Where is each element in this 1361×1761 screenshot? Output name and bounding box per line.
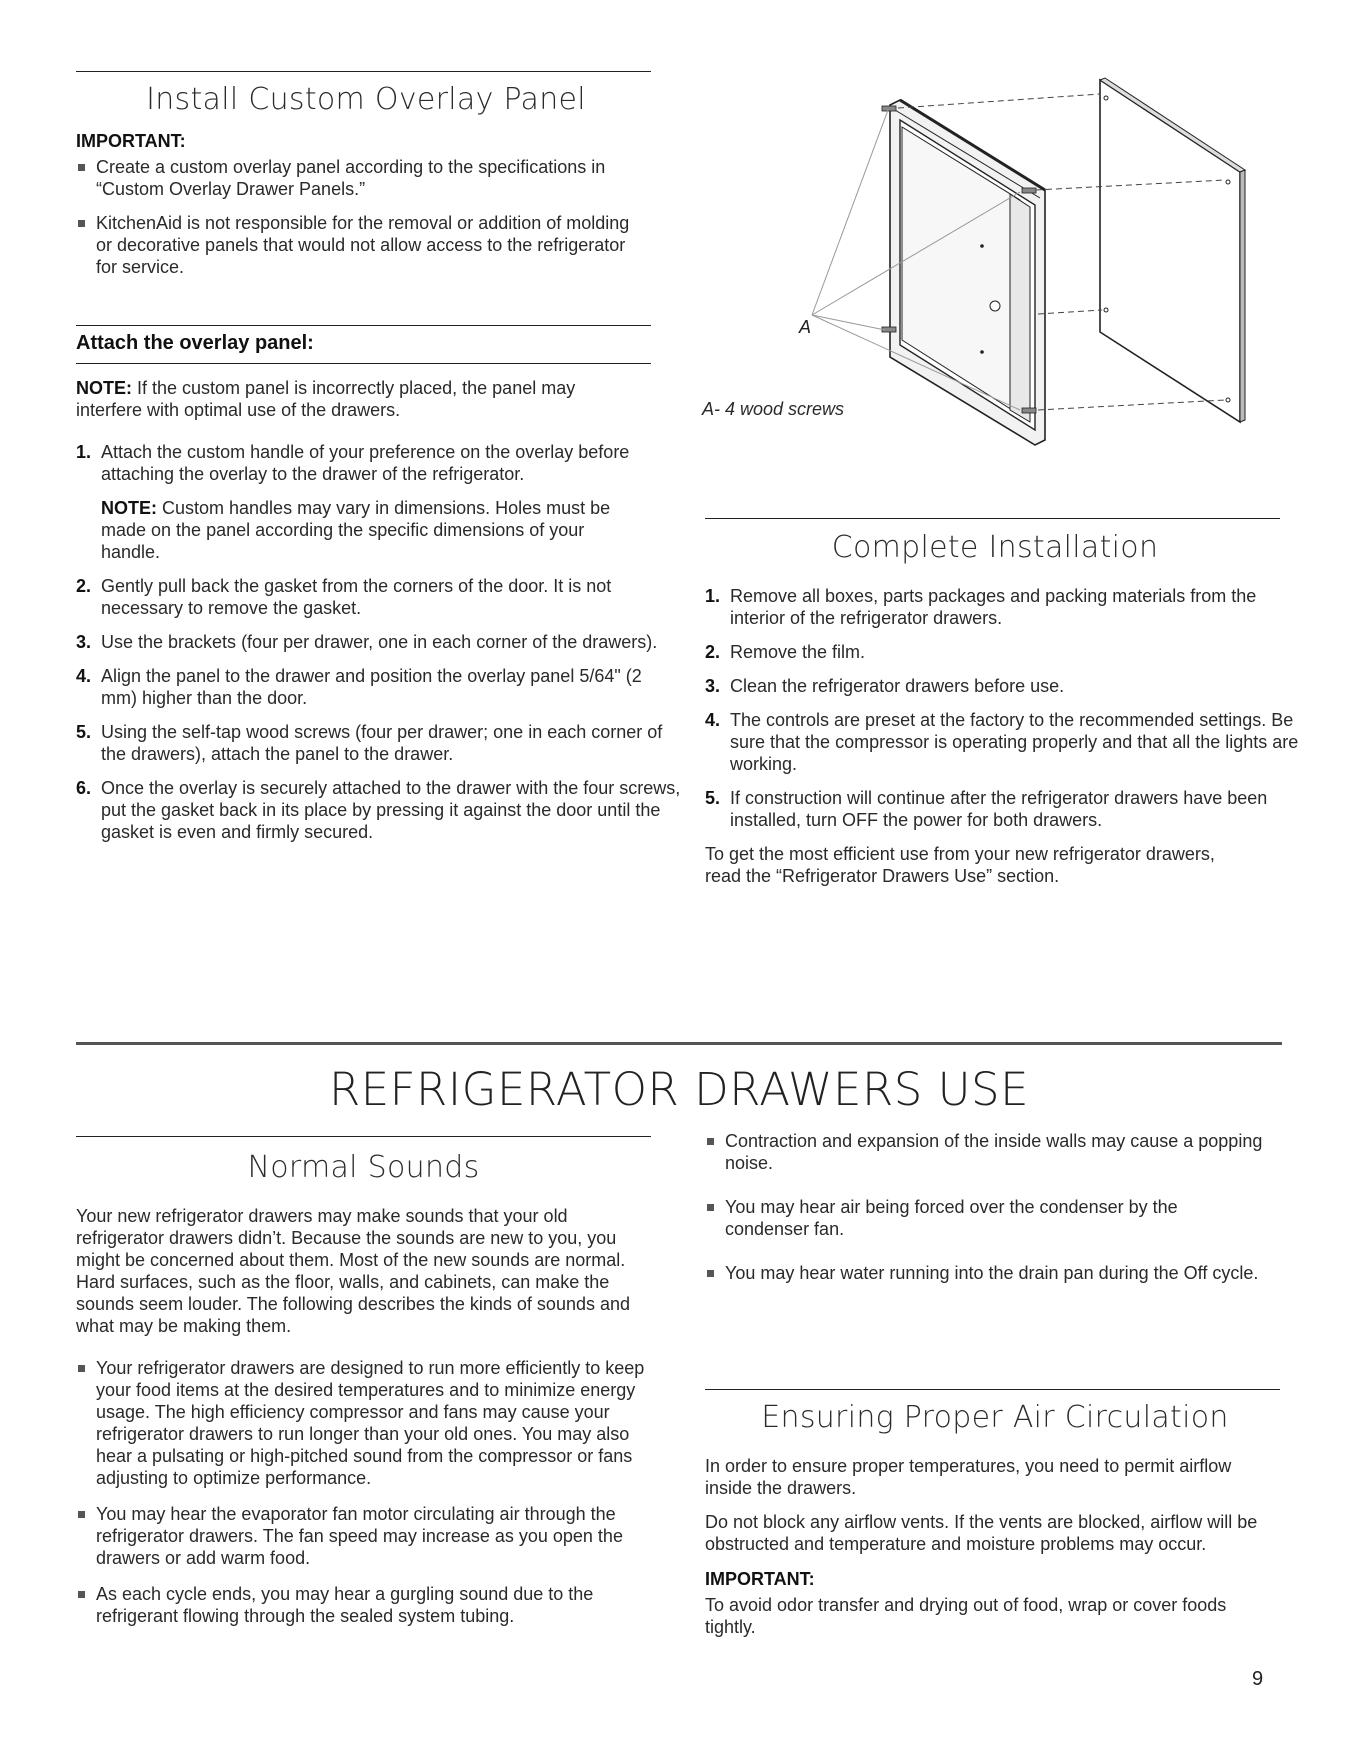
list-item: Contraction and expansion of the inside walls may cause a popping noise.: [705, 1130, 1280, 1174]
step-text: Once the overlay is securely attached to the drawer with the four screws, put the gasket back in its place by pressing it against the door until the gasket is even and firmly secured.: [101, 778, 681, 842]
sounds-title: Normal Sounds: [247, 1150, 480, 1185]
callout-label-a: A: [799, 317, 812, 337]
complete-section: [705, 530, 1299, 887]
install-top-rule: [76, 71, 651, 72]
attach-heading: Attach the overlay panel:: [76, 332, 314, 354]
step-text: If construction will continue after the refrigerator drawers have been installed, turn OFF the power for both drawers.: [730, 788, 1268, 830]
attach-top-rule: [76, 325, 651, 326]
step-item: [705, 709, 1305, 775]
step-item: [705, 675, 1285, 697]
step-text: Remove the film.: [730, 642, 866, 662]
attach-heading-wrap: [76, 332, 314, 355]
step-number: 5.: [705, 788, 721, 808]
step-note: [101, 497, 621, 563]
complete-title: Complete Installation: [831, 530, 1159, 565]
step-number: 1.: [705, 586, 721, 606]
step-number: 5.: [76, 722, 92, 742]
step-note-text: Custom handles may vary in dimensions. Holes must be made on the panel according the specific dimensions of your handle.: [101, 498, 611, 562]
step-text: Using the self-tap wood screws (four per drawer; one in each corner of the drawers), attach the panel to the drawer.: [101, 722, 663, 764]
install-important-label: IMPORTANT:: [76, 131, 186, 151]
step-item: [76, 441, 661, 563]
air-para-2: Do not block any airflow vents. If the vents are blocked, airflow will be obstructed and temperature and moisture problems may occur.: [705, 1512, 1258, 1554]
sounds-list-right: [705, 1130, 1285, 1284]
air-important-text: To avoid odor transfer and drying out of food, wrap or cover foods tightly.: [705, 1595, 1227, 1637]
attach-bottom-rule: [76, 363, 651, 364]
step-item: [76, 631, 661, 653]
air-section: [705, 1400, 1285, 1638]
step-text: Use the brackets (four per drawer, one in each corner of the drawers).: [101, 632, 658, 652]
step-item: [76, 721, 671, 765]
sounds-list-left: [76, 1357, 661, 1627]
air-important-label: IMPORTANT:: [705, 1569, 815, 1589]
air-title: Ensuring Proper Air Circulation: [761, 1400, 1229, 1435]
list-item: You may hear the evaporator fan motor circulating air through the refrigerator drawers. The fan speed may increase as you open the drawers or add warm food.: [76, 1503, 661, 1569]
page-number: 9: [1252, 1668, 1264, 1690]
figure-caption: A- 4 wood screws: [702, 399, 845, 419]
step-number: 4.: [705, 710, 721, 730]
overlay-panel-diagram: [720, 70, 1280, 450]
install-steps: [76, 441, 681, 843]
step-text: The controls are preset at the factory to the recommended settings. Be sure that the compressor is operating properly and that all the lights are working.: [730, 710, 1299, 774]
step-text: Align the panel to the drawer and position the overlay panel 5/64" (2 mm) higher than the door.: [101, 666, 642, 708]
step-text: Clean the refrigerator drawers before use.: [730, 676, 1065, 696]
step-item: [76, 665, 661, 709]
step-number: 2.: [76, 576, 92, 596]
list-item: You may hear air being forced over the condenser by the condenser fan.: [705, 1196, 1260, 1240]
overlay-panel-illustration: [702, 70, 1280, 450]
step-item: [705, 787, 1305, 831]
list-item: Your refrigerator drawers are designed to run more efficiently to keep your food items at the desired temperatures and to minimize energy usage. The high efficiency compressor and fans may cause your refrigerator drawers to run longer than your old ones. You may also hear a pulsating or high-pitched sound from the compressor or fans adjusting to optimize performance.: [76, 1357, 661, 1489]
air-para-1: In order to ensure proper temperatures, you need to permit airflow inside the drawers.: [705, 1456, 1232, 1498]
list-item: As each cycle ends, you may hear a gurgling sound due to the refrigerant flowing through the sealed system tubing.: [76, 1583, 661, 1627]
list-item: You may hear water running into the drain pan during the Off cycle.: [705, 1262, 1305, 1284]
sounds-section: [76, 1150, 661, 1627]
use-title: REFRIGERATOR DRAWERS USE: [328, 1063, 1030, 1116]
note-text: If the custom panel is incorrectly placed, the panel may interfere with optimal use of the drawers.: [76, 378, 576, 420]
use-top-rule: [76, 1042, 1282, 1045]
sounds-top-rule: [76, 1136, 651, 1137]
list-item: KitchenAid is not responsible for the removal or addition of molding or decorative panels that would not allow access to the refrigerator for service.: [76, 212, 636, 278]
air-top-rule: [705, 1389, 1280, 1390]
step-item: [76, 777, 681, 843]
note-label: NOTE:: [76, 378, 132, 398]
step-item: [76, 575, 661, 619]
step-number: 1.: [76, 442, 92, 462]
attach-body: [76, 377, 681, 843]
step-number: 3.: [705, 676, 721, 696]
step-text: Gently pull back the gasket from the corners of the door. It is not necessary to remove the gasket.: [101, 576, 612, 618]
attach-note: [76, 377, 636, 421]
step-text: Remove all boxes, parts packages and packing materials from the interior of the refrigerator drawers.: [730, 586, 1257, 628]
step-number: 6.: [76, 778, 92, 798]
step-item: [705, 585, 1290, 629]
step-text: Attach the custom handle of your preference on the overlay before attaching the overlay to the drawer of the refrigerator.: [101, 442, 630, 484]
step-number: 4.: [76, 666, 92, 686]
complete-steps: [705, 585, 1299, 831]
step-note-label: NOTE:: [101, 498, 157, 518]
install-section: [76, 82, 656, 278]
complete-top-rule: [705, 518, 1280, 519]
install-title: Install Custom Overlay Panel: [146, 82, 586, 117]
list-item: Create a custom overlay panel according to the specifications in “Custom Overlay Drawer Panels.”: [76, 156, 636, 200]
complete-closing: To get the most efficient use from your new refrigerator drawers, read the “Refrigerator Drawers Use” section.: [705, 844, 1215, 886]
step-number: 2.: [705, 642, 721, 662]
sounds-continued: [705, 1130, 1285, 1284]
install-important-list: [76, 156, 636, 278]
step-number: 3.: [76, 632, 92, 652]
sounds-intro: Your new refrigerator drawers may make sounds that your old refrigerator drawers didn’t. Because the sounds are new to you, you might be concerned about them. Most of the new sounds are normal. Hard surfaces, such as the floor, walls, and cabinets, can make the sounds seem louder. The following describes the kinds of sounds and what may be making them.: [76, 1206, 631, 1336]
step-item: [705, 641, 1285, 663]
